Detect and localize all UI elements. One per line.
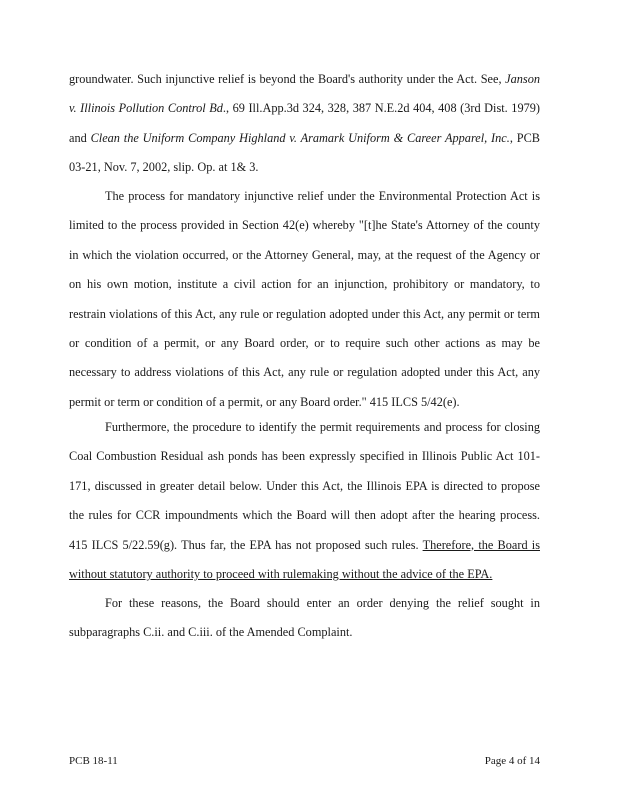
paragraph-conclusion xyxy=(69,589,540,648)
paragraph-text: The process for mandatory injunctive relief under the Environmental Protection Act is limited to the process provided in Section 42(e) whereby "[t]he State's Attorney of the county in which the violation occurred, or the Attorney General, may, at the request of the Agency or on his own motion, institute a civil action for an injunction, prohibitory or mandatory, to restrain violations of this Act, any rule or regulation adopted under this Act, any permit or term or condition of a permit, or any Board order, or to require such other actions as may be necessary to address violations of this Act, any rule or regulation adopted under this Act, any permit or term or condition of a permit, or any Board order." 415 ILCS 5/42(e). xyxy=(69,189,540,409)
case-citation-janson: Janson v. Illinois Pollution Control Bd xyxy=(69,72,540,116)
paragraph-text: For these reasons, the Board should enter an order denying the relief sought in subparagraphs C.ii. and C.iii. of the Amended Complaint. xyxy=(69,596,540,640)
paragraph-text: groundwater. Such injunctive relief is beyond the Board's authority under the Act. See, xyxy=(69,72,506,86)
footer-page-number: Page 4 of 14 xyxy=(484,755,540,767)
underlined-conclusion: Therefore, the Board is without statutory authority to proceed with rulemaking without the advice of the EPA. xyxy=(69,537,540,582)
paragraph-intro xyxy=(69,65,540,183)
paragraph-furthermore xyxy=(69,413,540,589)
paragraph-mandatory-relief xyxy=(69,182,540,417)
case-citation-clean-the-uniform: Clean the Uniform Company Highland v. Aramark Uniform & Career Apparel, Inc. xyxy=(90,130,510,145)
paragraph-text: Furthermore, the procedure to identify the permit requirements and process for closing Coal Combustion Residual ash ponds has been expressly specified in Illinois Public Act 101-171, discussed in greater detail below. Under this Act, the Illinois EPA is directed to propose the rules for CCR impoundments which the Board will then adopt after the hearing process. 415 ILCS 5/22.59(g). Thus far, the EPA has not proposed such rules. xyxy=(69,420,540,552)
footer-case-number: PCB 18-11 xyxy=(69,755,118,767)
paragraph-text: ., 69 Ill.App.3d 324, 328, 387 N.E.2d 404, 408 (3rd Dist. 1979) and xyxy=(69,101,540,145)
paragraph-text: , PCB 03-21, Nov. 7, 2002, slip. Op. at 1& 3. xyxy=(69,130,540,175)
